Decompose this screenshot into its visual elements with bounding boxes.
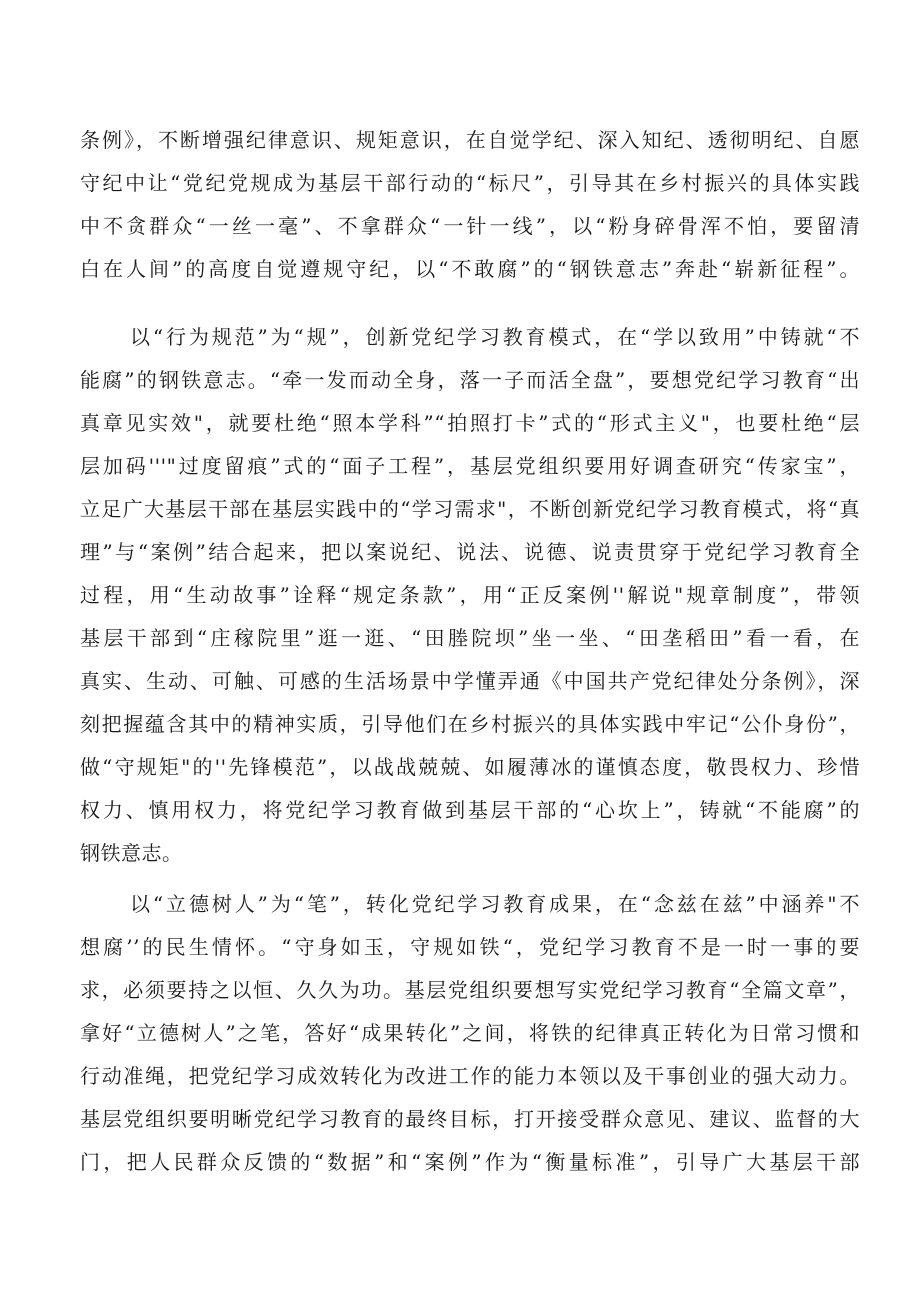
text-line: 求，必须要持之以恒、久久为功。基层党组织要想写实党纪学习教育“全篇文章”， (80, 978, 860, 1002)
text-line: 基层干部到“庄稼院里”逛一逛、“田塍院坝”坐一坐、“田垄稻田”看一看，在 (80, 626, 860, 650)
text-line: 条例》，不断增强纪律意识、规矩意识，在自觉学纪、深入知纪、透彻明纪、自愿 (80, 128, 860, 152)
text-line: 层加码'''"过度留痕”式的“面子工程”，基层党组织要用好调查研究“传家宝”， (80, 454, 860, 478)
text-line: 刻把握蕴含其中的精神实质，引导他们在乡村振兴的具体实践中牢记“公仆身份”， (80, 712, 860, 736)
text-line: 权力、慎用权力，将党纪学习教育做到基层干部的“心坎上”，铸就“不能腐”的 (80, 798, 860, 822)
text-line: 守纪中让“党纪党规成为基层干部行动的“标尺”，引导其在乡村振兴的具体实践 (80, 171, 860, 195)
text-line: 过程，用“生动故事”诠释“规定条款”，用“正反案例''解说"规章制度”，带领 (80, 583, 860, 607)
text-line: 以“行为规范”为“规”，创新党纪学习教育模式，在“学以致用”中铸就“不 (130, 325, 860, 349)
text-line: 真实、生动、可触、可感的生活场景中学懂弄通《中国共产党纪律处分条例》，深 (80, 669, 860, 693)
text-line: 基层党组织要明晰党纪学习教育的最终目标，打开接受群众意见、建议、监督的大 (80, 1107, 860, 1131)
text-line: 中不贪群众“一丝一毫”、不拿群众“一针一线”，以“粉身碎骨浑不怕，要留清 (80, 214, 860, 238)
text-line: 能腐”的钢铁意志。“牵一发而动全身，落一子而活全盘”，要想党纪学习教育“出 (80, 368, 860, 392)
text-line: 钢铁意志。 (80, 841, 183, 865)
text-line: 拿好“立德树人”之笔，答好“成果转化”之间，将铁的纪律真正转化为日常习惯和 (80, 1021, 860, 1045)
text-line: 想腐’’的民生情怀。“守身如玉，守规如铁“，党纪学习教育不是一时一事的要 (80, 935, 860, 959)
text-line: 立足广大基层干部在基层实践中的“学习需求"，不断创新党纪学习教育模式，将“真 (80, 497, 860, 521)
text-line: 以“立德树人”为“笔”，转化党纪学习教育成果，在“念兹在兹”中涵养"不 (130, 892, 860, 916)
text-line: 白在人间”的高度自觉遵规守纪，以“不敢腐”的“钢铁意志”奔赴“崭新征程”。 (80, 257, 860, 281)
text-line: 真章见实效"，就要杜绝“照本学科”“拍照打卡”式的“形式主义"，也要杜绝“层 (80, 411, 860, 435)
text-line: 行动准绳，把党纪学习成效转化为改进工作的能力本领以及干事创业的强大动力。 (80, 1064, 860, 1088)
text-line: 门，把人民群众反馈的“数据”和“案例”作为“衡量标准”，引导广大基层干部 (80, 1150, 860, 1174)
text-line: 理”与“案例”结合起来，把以案说纪、说法、说德、说责贯穿于党纪学习教育全 (80, 540, 860, 564)
text-line: 做“守规矩"的''先锋模范”，以战战兢兢、如履薄冰的谨慎态度，敬畏权力、珍惜 (80, 755, 860, 779)
